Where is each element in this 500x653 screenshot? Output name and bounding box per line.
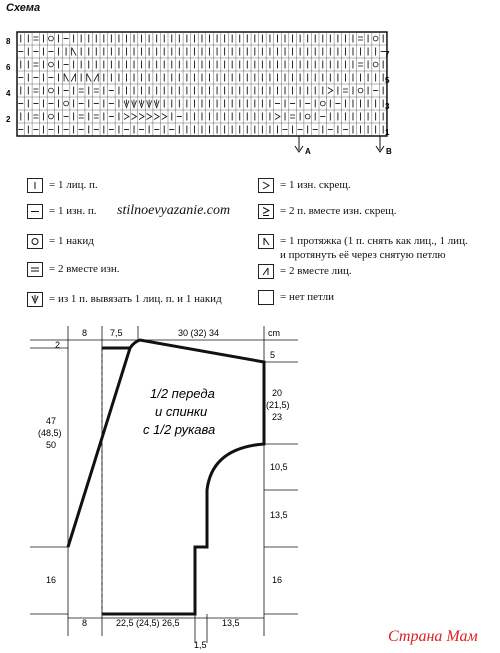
chart-symbol [358,63,363,66]
chart-symbol [124,114,129,120]
dimension-label: (48,5) [38,428,62,438]
yarn-over-symbol-icon [27,234,43,249]
pass-over-line-2: и протянуть её через снятую петлю [280,249,446,261]
dimension-label: 50 [46,440,57,450]
row-number-left: 8 [6,37,11,46]
dimension-label: (21,5) [266,400,290,410]
purl-symbol-icon [27,204,43,219]
legend-knit: = 1 лиц. п. [27,178,98,193]
chart-symbol [79,115,84,118]
chart-symbol [358,88,363,93]
purl2tog-symbol-icon [27,262,43,277]
dimension-label: 5 [270,350,276,360]
chart-title: Схема [6,2,41,14]
chart-symbol [154,114,159,120]
arrow-a-label: A [305,147,311,156]
legend-purl-twisted: = 1 изн. скрещ. [258,178,351,193]
knit-symbol-icon [27,178,43,193]
knit-yo-knit-symbol-icon [27,292,43,307]
knitting-chart [0,0,500,160]
chart-symbol [79,89,84,92]
legend-knit2tog: = 2 вместе лиц. [258,264,352,279]
row-number-left: 4 [6,89,11,98]
chart-symbol [33,63,38,66]
chart-symbol [305,114,310,119]
chart-symbol [139,114,144,120]
dimension-label: 16 [272,575,283,585]
chart-symbol [87,74,92,82]
website-text: stilnoevyazanie.com [117,203,231,218]
dimension-label: 13,5 [222,618,240,628]
schematic-label: 1/2 переда [150,386,215,401]
dimension-label: 10,5 [270,462,288,472]
chart-symbol [162,114,167,120]
row-number-left: 2 [6,115,11,124]
chart-symbol [49,114,54,119]
chart-symbol [343,89,348,92]
chart-symbol [33,115,38,118]
pass-over-line-1: = 1 протяжка (1 п. снять как лиц., 1 лиц. [280,235,468,247]
dimension-label: 30 (32) 34 [178,328,220,338]
chart-symbol [49,62,54,67]
dimension-label: 2 [55,340,61,350]
row-number-right: 3 [385,102,390,111]
dimension-label: 7,5 [110,328,123,338]
purl2tog-twisted-symbol-icon [258,204,274,219]
chart-symbol [358,37,363,40]
dimension-label: 47 [46,416,57,426]
legend-purl2tog-twisted: = 2 п. вместе изн. скрещ. [258,204,396,219]
chart-symbol [147,114,152,120]
chart-symbol [275,114,280,120]
chart-symbol [94,74,99,82]
knit2tog-symbol-icon [258,264,274,279]
chart-symbol [290,115,295,118]
row-number-right: 1 [385,128,390,137]
legend-pass-over [258,234,468,262]
chart-symbol [33,89,38,92]
garment-schematic [0,318,500,653]
chart-symbol [64,101,69,106]
chart-symbol [94,115,99,118]
chart-symbol [49,36,54,41]
dimension-label: 20 [272,388,283,398]
schematic-label: с 1/2 рукава [143,422,216,437]
chart-symbol [328,88,333,94]
chart-symbol [373,36,378,41]
arrow-b-label: B [386,147,392,156]
no-stitch-symbol-icon [258,290,274,305]
dimension-label: 8 [82,328,88,338]
chart-symbol [64,74,69,82]
dimension-label: 16 [46,575,57,585]
chart-symbol [49,88,54,93]
watermark-logo: Страна Мам [388,628,478,645]
legend-knit-yo-knit: = из 1 п. вывязать 1 лиц. п. и 1 накид [27,292,222,307]
dimension-label: 8 [82,618,88,628]
schematic-outline [68,340,264,614]
chart-symbol [124,100,129,108]
chart-symbol [132,100,137,108]
dimension-label: 23 [272,412,283,422]
chart-symbol [132,114,137,120]
dimension-label: 22,5 (24,5) 26,5 [116,618,180,628]
chart-symbol [71,74,76,82]
row-number-right: 7 [385,50,390,59]
chart-symbol [373,62,378,67]
legend-no-stitch: = нет петли [258,290,334,305]
chart-symbol [147,100,152,108]
chart-symbol [139,100,144,108]
row-number-left: 6 [6,63,11,72]
legend-yarn-over: = 1 накид [27,234,94,249]
legend-purl: = 1 изн. п. [27,204,96,219]
chart-symbol [320,101,325,106]
chart-symbol [94,89,99,92]
dimension-label: cm [268,328,280,338]
schematic-label: и спинки [155,404,208,419]
chart-symbol [154,100,159,108]
pass-over-symbol-icon [258,234,274,249]
chart-symbol [33,37,38,40]
dimension-label: 13,5 [270,510,288,520]
legend-purl2tog: = 2 вместе изн. [27,262,120,277]
purl-twisted-symbol-icon [258,178,274,193]
chart-symbol [72,48,77,56]
dimension-label: 1,5 [194,640,207,650]
row-number-right: 5 [385,76,390,85]
